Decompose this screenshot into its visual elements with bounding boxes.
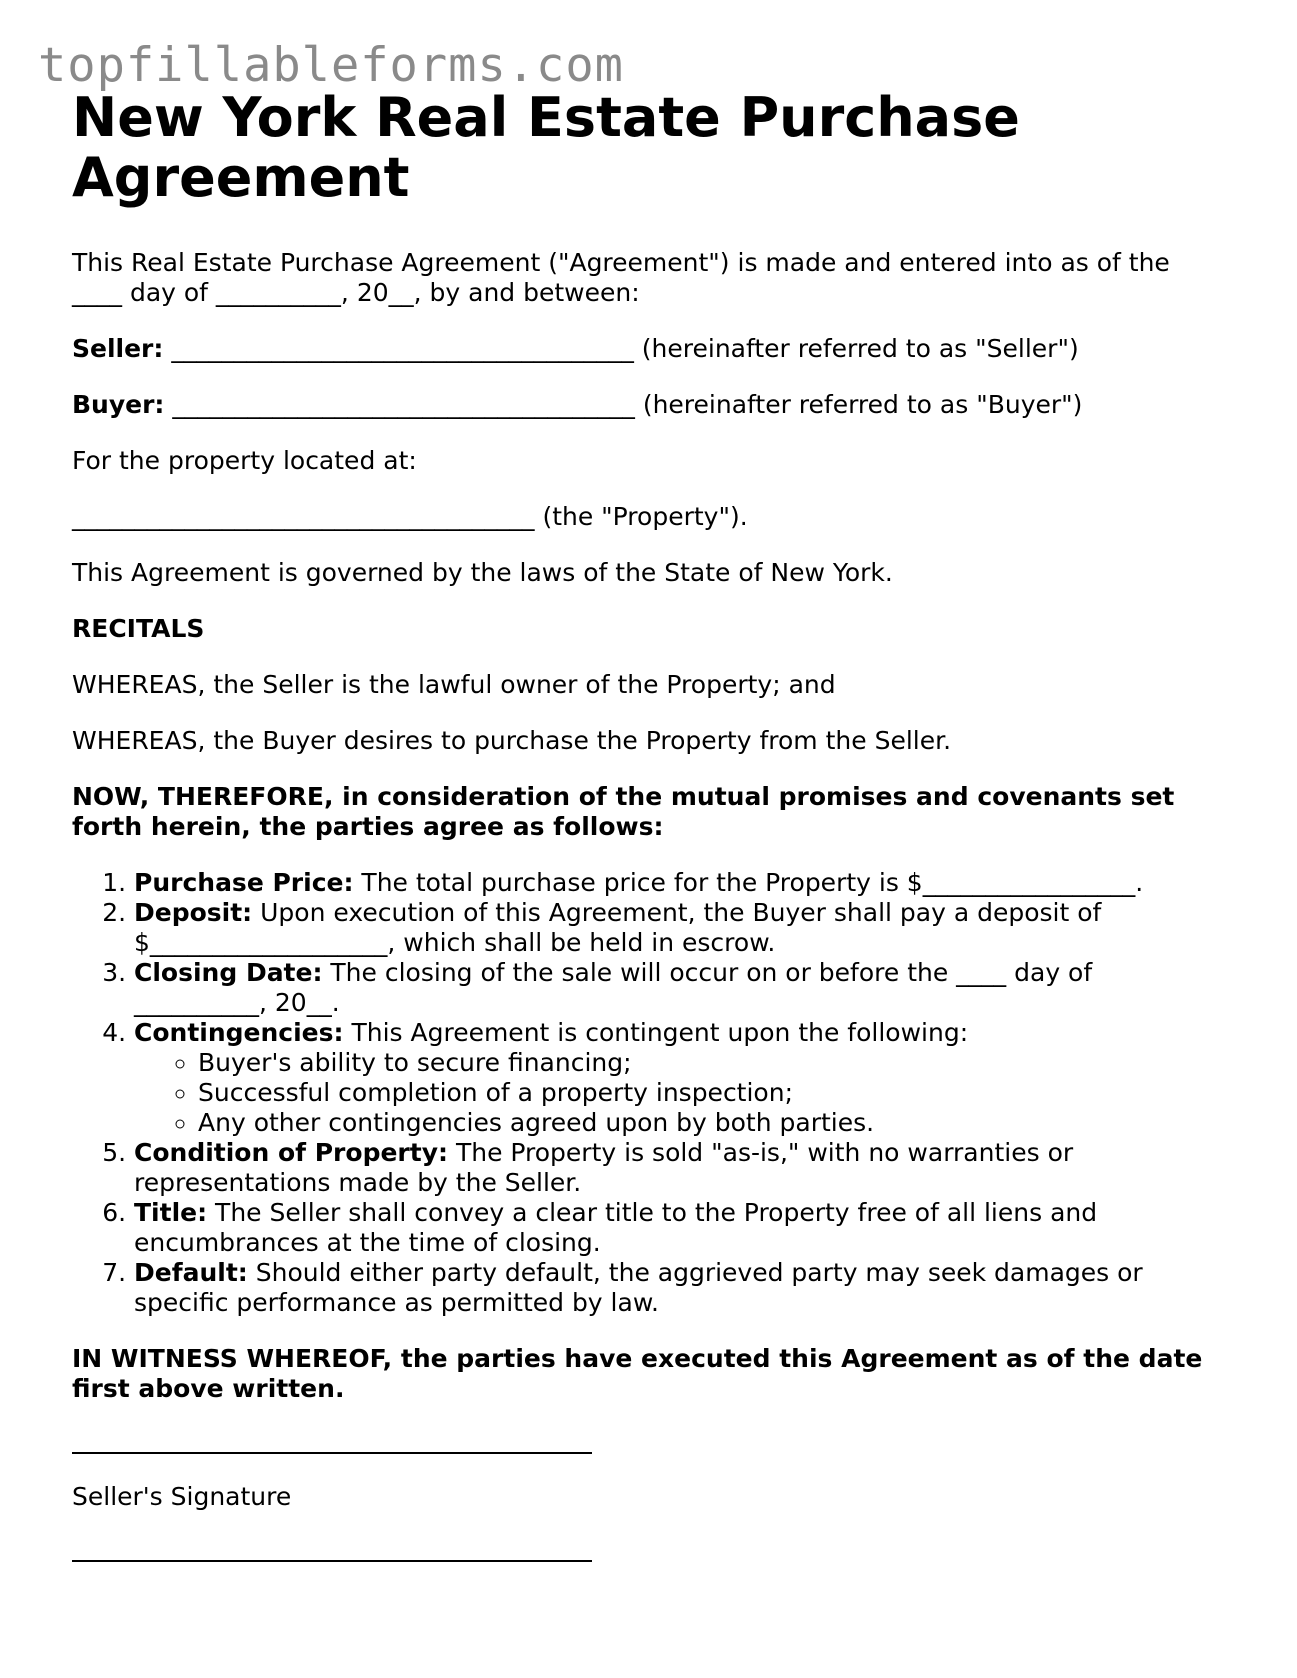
seller-signature-line[interactable] — [72, 1452, 592, 1454]
buyer-signature-line[interactable] — [72, 1560, 592, 1562]
buyer-line — [72, 390, 1222, 420]
seller-text: _____________________________________ (hereinafter referred to as "Seller") — [163, 334, 1079, 363]
term-label: Purchase Price: — [134, 868, 354, 897]
whereas-2: WHEREAS, the Buyer desires to purchase the Property from the Seller. — [72, 726, 952, 755]
contingencies-list — [134, 1048, 1222, 1138]
term-item — [134, 898, 1222, 958]
watermark: topfillableforms.com — [38, 38, 624, 93]
term-label: Contingencies: — [134, 1018, 344, 1047]
contingency-item: ◦ Buyer's ability to secure financing; — [198, 1048, 1222, 1078]
page-title: New York Real Estate Purchase Agreement — [72, 86, 1020, 209]
property-intro: For the property located at: — [72, 446, 417, 475]
term-item — [134, 1018, 1222, 1138]
term-text: This Agreement is contingent upon the following: — [343, 1018, 969, 1047]
property-line: _____________________________________ (the "Property"). — [72, 502, 748, 531]
term-text: Should either party default, the aggrieved party may seek damages or specific performance as permitted by law. — [134, 1258, 1143, 1317]
terms-list — [72, 868, 1222, 1318]
term-label: Condition of Property: — [134, 1138, 448, 1167]
governing-law: This Agreement is governed by the laws of the State of New York. — [72, 558, 893, 587]
term-item — [134, 1258, 1222, 1318]
term-text: The total purchase price for the Property is $_________________. — [353, 868, 1144, 897]
buyer-text: _____________________________________ (hereinafter referred to as "Buyer") — [164, 390, 1083, 419]
seller-line — [72, 334, 1222, 364]
term-text: The Seller shall convey a clear title to the Property free of all liens and encumbrances at the time of closing. — [134, 1198, 1098, 1257]
contingency-item: ◦ Successful completion of a property inspection; — [198, 1078, 1222, 1108]
whereas-1: WHEREAS, the Seller is the lawful owner of the Property; and — [72, 670, 836, 699]
intro-paragraph: This Real Estate Purchase Agreement ("Agreement") is made and entered into as of the ____ day of __________, 20__, by and between: — [72, 248, 1170, 307]
contingency-item: ◦ Any other contingencies agreed upon by both parties. — [198, 1108, 1222, 1138]
seller-signature-label: Seller's Signature — [72, 1482, 292, 1511]
now-therefore: NOW, THEREFORE, in consideration of the mutual promises and covenants set forth herein, the parties agree as follows: — [72, 782, 1175, 841]
buyer-label: Buyer: — [72, 390, 165, 419]
term-text: Upon execution of this Agreement, the Buyer shall pay a deposit of $___________________, which shall be held in escrow. — [134, 898, 1102, 957]
term-text: The closing of the sale will occur on or before the ____ day of __________, 20__. — [134, 958, 1093, 1017]
term-label: Deposit: — [134, 898, 253, 927]
term-item — [134, 868, 1222, 898]
term-label: Closing Date: — [134, 958, 323, 987]
recitals-heading: RECITALS — [72, 614, 205, 643]
term-item — [134, 958, 1222, 1018]
term-item — [134, 1138, 1222, 1198]
document-page — [72, 88, 1222, 1562]
term-label: Title: — [134, 1198, 208, 1227]
seller-label: Seller: — [72, 334, 164, 363]
witness-clause: IN WITNESS WHEREOF, the parties have executed this Agreement as of the date first above written. — [72, 1344, 1203, 1403]
term-text: The Property is sold "as-is," with no warranties or representations made by the Seller. — [134, 1138, 1074, 1197]
term-item — [134, 1198, 1222, 1258]
term-label: Default: — [134, 1258, 248, 1287]
